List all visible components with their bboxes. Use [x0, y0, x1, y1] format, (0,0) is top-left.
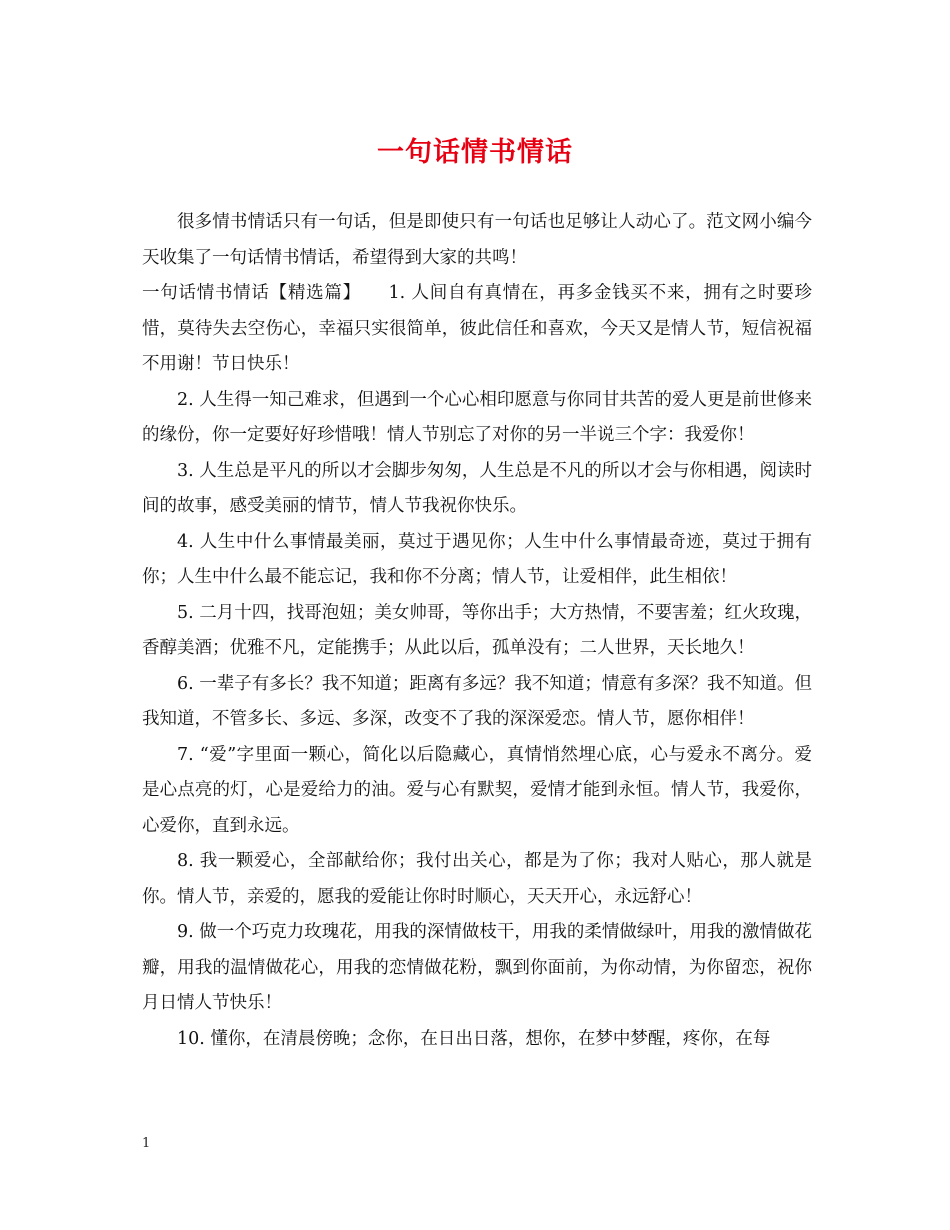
list-item-7: 7. “爱”字里面一颗心，简化以后隐藏心，真情悄然埋心底，心与爱永不离分。爱是心点亮的灯，心是爱给力的油。爱与心有默契，爱情才能到永恒。情人节，我爱你，心爱你，直到永远。 — [142, 744, 812, 836]
list-item-5: 5. 二月十四，找哥泡妞；美女帅哥，等你出手；大方热情，不要害羞；红火玫瑰，香醇美酒；优雅不凡，定能携手；从此以后，孤单没有；二人世界，天长地久！ — [142, 602, 812, 658]
document-body — [142, 205, 812, 1057]
list-item-2: 2. 人生得一知己难求，但遇到一个心心相印愿意与你同甘共苦的爱人更是前世修来的缘份，你一定要好好珍惜哦！情人节别忘了对你的另一半说三个字：我爱你！ — [142, 389, 812, 445]
list-item-9: 9. 做一个巧克力玫瑰花，用我的深情做枝干，用我的柔情做绿叶，用我的激情做花瓣，用我的温情做花心，用我的恋情做花粉，飘到你面前，为你动情，为你留恋，祝你月日情人节快乐！ — [142, 922, 812, 1013]
intro-paragraph: 很多情书情话只有一句话，但是即使只有一句话也足够让人动心了。范文网小编今天收集了一句话情书情话，希望得到大家的共鸣！ — [142, 212, 812, 268]
list-item-3: 3. 人生总是平凡的所以才会脚步匆匆，人生总是不凡的所以才会与你相遇，阅读时间的故事，感受美丽的情节，情人节我祝你快乐。 — [142, 460, 812, 516]
document-title: 一句话情书情话 — [377, 137, 573, 168]
list-item-4: 4. 人生中什么事情最美丽，莫过于遇见你；人生中什么事情最奇迹，莫过于拥有你；人生中什么最不能忘记，我和你不分离；情人节，让爱相伴，此生相依！ — [142, 531, 812, 587]
list-item-8: 8. 我一颗爱心，全部献给你；我付出关心，都是为了你；我对人贴心，那人就是你。情人节，亲爱的，愿我的爱能让你时时顺心，天天开心，永远舒心！ — [142, 851, 812, 907]
list-item-6: 6. 一辈子有多长？我不知道；距离有多远？我不知道；情意有多深？我不知道。但我知道，不管多长、多远、多深，改变不了我的深深爱恋。情人节，愿你相伴！ — [142, 673, 812, 729]
list-item-10: 10. 懂你，在清晨傍晚；念你，在日出日落，想你，在梦中梦醒，疼你，在每 — [177, 1028, 771, 1049]
page-number: 1 — [142, 1136, 151, 1151]
section-heading-paragraph: 一句话情书情话【精选篇】 1. 人间自有真情在，再多金钱买不来，拥有之时要珍惜，莫待失去空伤心，幸福只实很简单，彼此信任和喜欢，今天又是情人节，短信祝福不用谢！节日快乐！ — [142, 283, 812, 374]
